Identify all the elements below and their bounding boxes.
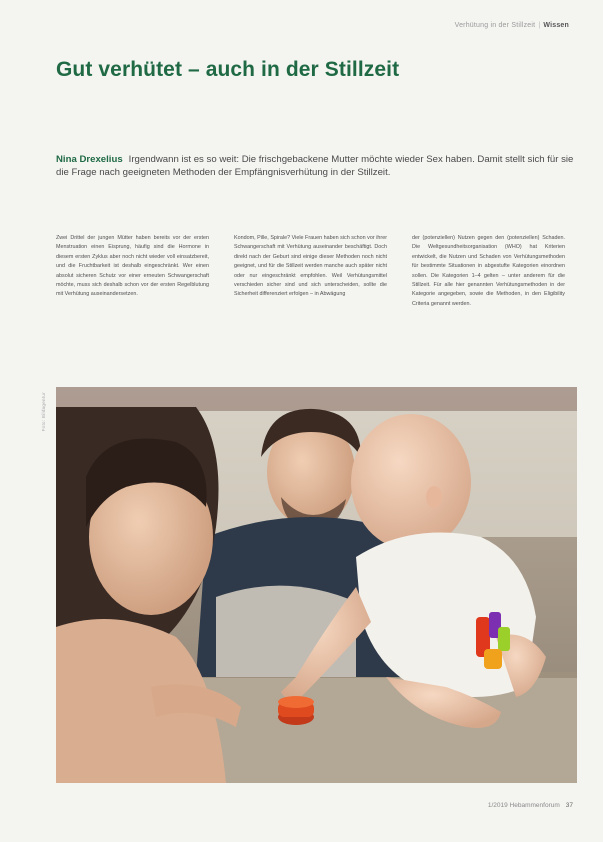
body-column-1: Zwei Drittel der jungen Mütter haben bereits vor der ersten Menstruation einen Eisprung, häufig sind die Hormone in diesem ersten Zyklus aber noch nicht wieder voll einsatzbereit, und die Fruchtbarkeit ist deshalb eingeschränkt. Wer einen absolut sicheren Schutz vor einer erneuten Schwangerschaft möchte, muss sich deshalb schon vor der ersten Regelblutung mit Verhütung auseinandersetzen. [56, 235, 209, 298]
author-name: Nina Drexelius [56, 153, 123, 165]
body-column-2: Kondom, Pille, Spirale? Viele Frauen haben sich schon vor ihrer Schwangerschaft mit Verhütung auseinander beschäftigt. Doch direkt nach der Geburt sind einige dieser Methoden noch nicht geeignet, und für die Stillzeit werden manche auch später nicht oder nur eingeschränkt empfohlen. Weil Verhütungsmittel verschieden sicher sind und sich unterscheiden, sollte die Sicherheit differenziert erfolgen – in Abwägung [234, 235, 387, 298]
lead-text: Irgendwann ist es so weit: Die frischgebackene Mutter möchte wieder Sex haben. Damit stellt sich für sie die Frage nach geeigneten Methoden der Empfängnisverhütung in der Stillzeit. [56, 153, 574, 178]
article-title: Gut verhütet – auch in der Stillzeit [56, 58, 400, 82]
page-number: 37 [565, 802, 573, 809]
article-lead [56, 153, 576, 179]
running-header [455, 22, 569, 29]
issue-label: 1/2019 Hebammenforum [487, 802, 560, 809]
section-name: Wissen [543, 22, 569, 29]
family-photo [56, 387, 577, 783]
page-footer [488, 802, 573, 809]
photo-credit: Foto: Bildagentur [41, 392, 46, 432]
section-path: Verhütung in der Stillzeit [454, 22, 536, 29]
header-separator: | [538, 22, 541, 29]
body-column-3: der (potenziellen) Nutzen gegen den (potenziellen) Schaden. Die Weltgesundheitsorganisation (WHO) hat Kriterien entwickelt, die Nutzen und Schaden von Verhütungsmethoden für bestimmte Situationen in abgestufte Kategorien einordnen sollen. Die Kategorien 1–4 gelten – unter anderem für die Stillzeit. Für alle hier genannten Verhütungsmethoden in der Kategorie angegeben, sowie die Methoden, in den Eligibility Criteria genannt werden. [412, 235, 565, 307]
photo-illustration [56, 387, 577, 783]
